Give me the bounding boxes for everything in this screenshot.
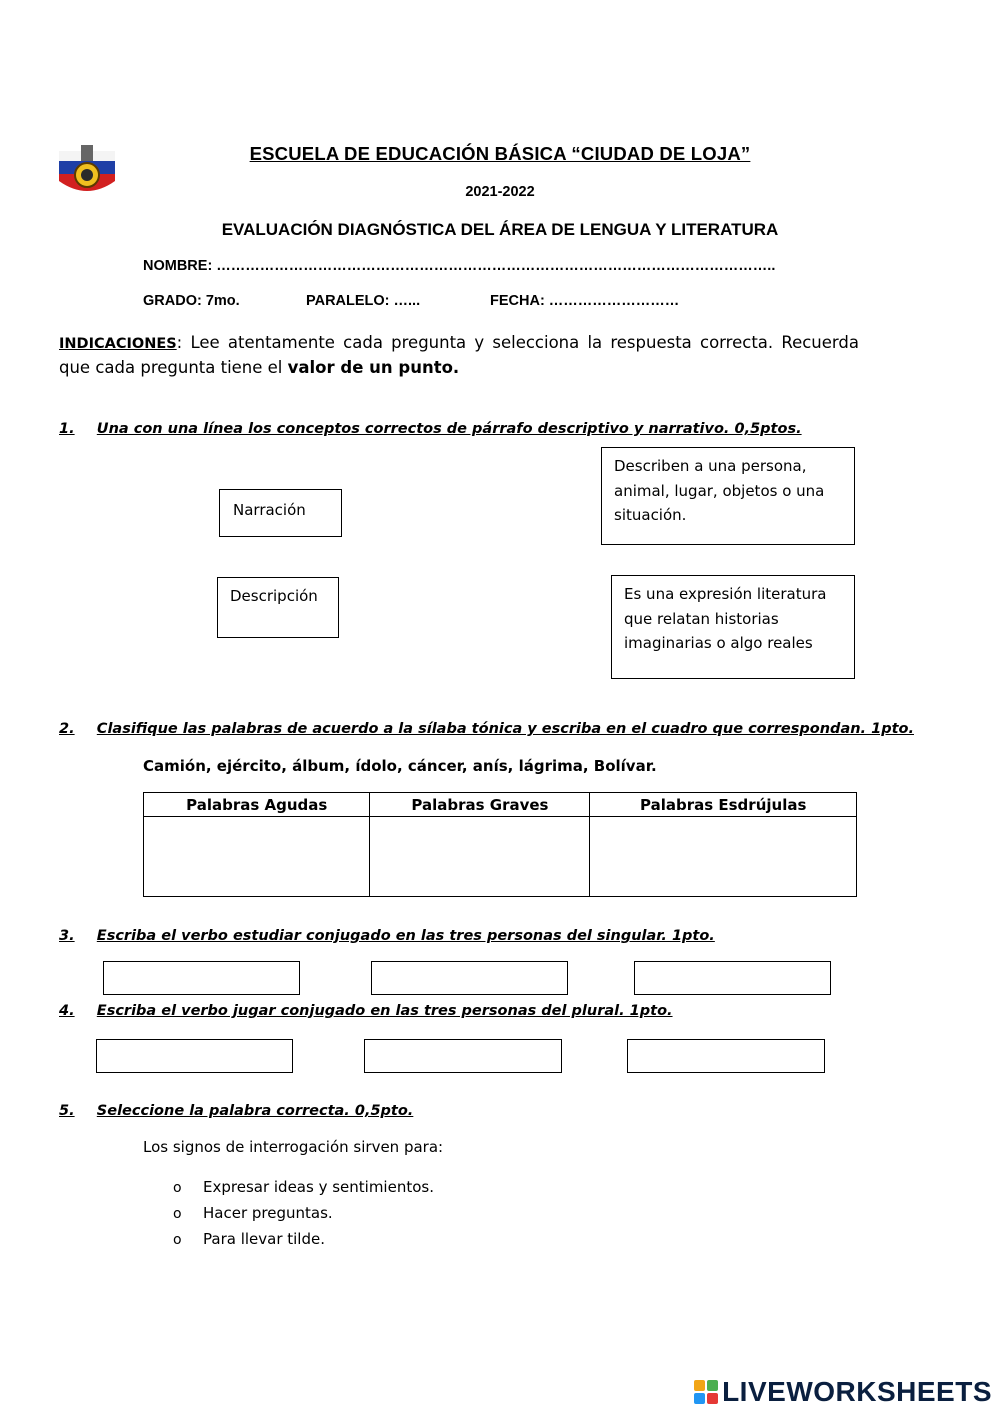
answer-input-singular-3[interactable] <box>634 961 831 995</box>
answer-input-plural-1[interactable] <box>96 1039 293 1073</box>
match-left-label: Descripción <box>230 587 318 605</box>
liveworksheets-brand <box>694 1376 992 1408</box>
question-2-number: 2. <box>59 721 75 737</box>
evaluation-title: EVALUACIÓN DIAGNÓSTICA DEL ÁREA DE LENGUA Y LITERATURA <box>221 220 779 239</box>
classification-table <box>143 792 857 897</box>
option-3[interactable] <box>173 1230 325 1248</box>
question-4-text: Escriba el verbo jugar conjugado en las tres personas del plural. 1pto. <box>96 1003 673 1019</box>
answer-input-singular-2[interactable] <box>371 961 568 995</box>
column-header-agudas: Palabras Agudas <box>144 793 370 817</box>
question-1-number: 1. <box>59 421 75 437</box>
question-1-heading <box>59 418 802 437</box>
question-4-number: 4. <box>59 1003 75 1019</box>
answer-cell-graves[interactable] <box>370 817 590 897</box>
question-3-text: Escriba el verbo estudiar conjugado en las tres personas del singular. 1pto. <box>96 928 715 944</box>
brand-name: LIVEWORKSHEETS <box>722 1376 992 1407</box>
answer-cell-esdrujulas[interactable] <box>590 817 857 897</box>
option-2[interactable] <box>173 1204 333 1222</box>
indications-bold: valor de un punto. <box>287 358 460 377</box>
question-5-heading <box>59 1100 413 1119</box>
match-left-descripcion[interactable] <box>217 577 339 638</box>
answer-input-plural-3[interactable] <box>627 1039 825 1073</box>
column-header-graves: Palabras Graves <box>370 793 590 817</box>
question-3-number: 3. <box>59 928 75 944</box>
question-3-heading <box>59 925 715 944</box>
option-label: Hacer preguntas. <box>203 1204 333 1222</box>
match-right-label: Describen a una persona, animal, lugar, objetos o una situación. <box>614 457 825 524</box>
match-right-narration[interactable] <box>611 575 855 679</box>
option-label: Expresar ideas y sentimientos. <box>203 1178 434 1196</box>
grade-field: GRADO: 7mo. <box>143 293 240 309</box>
school-name: ESCUELA DE EDUCACIÓN BÁSICA “CIUDAD DE LOJA” <box>249 143 751 164</box>
answer-input-plural-2[interactable] <box>364 1039 562 1073</box>
question-5-text: Seleccione la palabra correcta. 0,5pto. <box>96 1103 414 1119</box>
indications-colon: : <box>176 333 183 352</box>
indications <box>59 331 859 380</box>
parallel-field[interactable]: PARALELO: …... <box>306 293 421 309</box>
date-field[interactable]: FECHA: ……………………… <box>490 293 680 309</box>
match-left-label: Narración <box>233 501 306 519</box>
question-4-heading <box>59 1000 673 1019</box>
option-label: Para llevar tilde. <box>203 1230 325 1248</box>
question-2-heading <box>59 718 914 737</box>
column-header-esdrujulas: Palabras Esdrújulas <box>590 793 857 817</box>
match-right-description[interactable] <box>601 447 855 545</box>
word-list: Camión, ejército, álbum, ídolo, cáncer, anís, lágrima, Bolívar. <box>143 757 657 775</box>
radio-circle-icon: o <box>173 1232 182 1248</box>
match-left-narracion[interactable] <box>219 489 342 537</box>
liveworksheets-logo-icon <box>694 1380 718 1404</box>
school-year: 2021-2022 <box>465 184 535 200</box>
indications-text: Lee atentamente cada pregunta y selecciona la respuesta correcta. Recuerda que cada pregunta tiene el <box>59 333 859 377</box>
question-5-number: 5. <box>59 1103 75 1119</box>
radio-circle-icon: o <box>173 1180 182 1196</box>
option-1[interactable] <box>173 1178 434 1196</box>
answer-cell-agudas[interactable] <box>144 817 370 897</box>
radio-circle-icon: o <box>173 1206 182 1222</box>
indications-label: INDICACIONES <box>59 336 177 352</box>
name-field[interactable]: NOMBRE: …………………………………………………………………………………………………….. <box>143 258 776 274</box>
question-5-intro: Los signos de interrogación sirven para: <box>143 1138 444 1156</box>
question-2-text: Clasifique las palabras de acuerdo a la sílaba tónica y escriba en el cuadro que correspondan. 1pto. <box>96 721 914 737</box>
answer-input-singular-1[interactable] <box>103 961 300 995</box>
question-1-text: Una con una línea los conceptos correctos de párrafo descriptivo y narrativo. 0,5ptos. <box>96 421 802 437</box>
match-right-label: Es una expresión literatura que relatan historias imaginarias o algo reales <box>624 585 827 652</box>
